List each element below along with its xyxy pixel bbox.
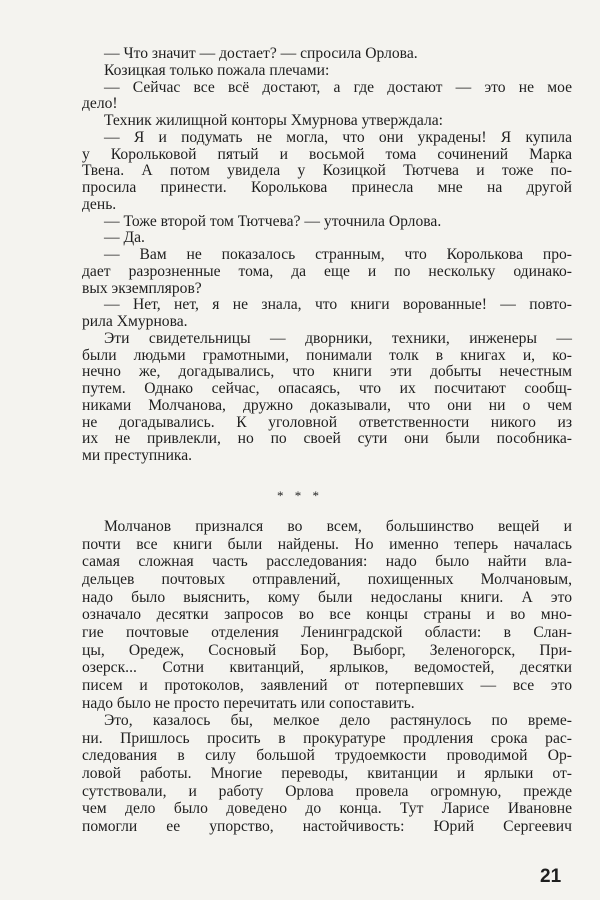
page-number: 21 <box>540 866 562 887</box>
text-line: Козицкая только пожала плечами: <box>104 61 330 79</box>
text-line: дело! <box>82 95 118 113</box>
text-line: писем и протоколов, заявлений от потерпевших — все это <box>82 676 572 694</box>
text-line: рила Хмурнова. <box>82 313 188 330</box>
text-line: надо было не просто перечитать или сопоставить. <box>82 694 415 712</box>
text-line: Это, казалось бы, мелкое дело растянулось по време- <box>104 712 572 730</box>
text-line: день. <box>82 195 117 213</box>
text-line: ни. Пришлось просить в прокуратуре продления срока рас- <box>82 729 572 747</box>
text-line: их не привлекли, но по своей сути они были пособника- <box>82 430 572 448</box>
text-line: никами Молчанова, дружно доказывали, что они ни о чем <box>82 396 572 414</box>
text-line: ловой работы. Многие переводы, квитанции и ярлыки от- <box>82 765 572 783</box>
text-line: путем. Однако сейчас, опасаясь, что их посчитают сообщ- <box>82 380 572 397</box>
text-line: — Сейчас все всё достают, а где достают — это не мое <box>104 78 572 96</box>
text-line: следования в силу большой трудоемкости проводимой Ор- <box>82 747 572 765</box>
text-line: были людьми грамотными, понимали толк в книгах и, ко- <box>82 346 572 364</box>
text-line: помогли ее упорство, настойчивость: Юрий Сергеевич <box>82 818 572 836</box>
text-line: нечно же, догадывались, что книги эти добыты нечестным <box>82 363 572 381</box>
text-line: — Вам не показалось странным, что Королькова про- <box>104 246 572 263</box>
text-line: Эти свидетельницы — дворники, техники, инженеры — <box>104 329 572 347</box>
text-line: Молчанов признался во всем, большинство вещей и <box>104 518 572 535</box>
text-line: у Корольковой пятый и восьмой тома сочинений Марка <box>82 145 572 163</box>
text-line: ми преступника. <box>82 447 193 464</box>
text-line: — Да. <box>104 229 145 247</box>
text-line: вых экземпляров? <box>82 279 202 297</box>
text-line: цы, Оредеж, Сосновый Бор, Выборг, Зеленогорск, При- <box>82 641 572 659</box>
text-line: — Я и подумать не могла, что они украдены! Я купила <box>104 128 572 146</box>
text-line: означало десятки запросов во все концы страны и во мно- <box>82 606 572 624</box>
text-line: надо было выяснить, кому были недосланы книги. А это <box>82 588 572 606</box>
text-line: сутствовали, и работу Орлова провела огромную, прежде <box>82 782 572 800</box>
text-line: не догадывались. К уголовной ответственности никого из <box>82 413 572 431</box>
text-line: — Что значит — достает? — спросила Орлова. <box>104 45 418 62</box>
text-line: Техник жилищной конторы Хмурнова утверждала: <box>104 112 443 129</box>
text-line: Твена. А потом увидела у Козицкой Тютчева и тоже по- <box>82 162 572 180</box>
text-line: дельцев почтовых отправлений, похищенных Молчановым, <box>82 570 572 588</box>
text-line: — Тоже второй том Тютчева? — уточнила Орлова. <box>104 212 442 230</box>
text-line: самая сложная часть расследования: надо было найти вла- <box>82 553 572 571</box>
text-line: озерск... Сотни квитанций, ярлыков, ведомостей, десятки <box>82 659 572 677</box>
text-line: гие почтовые отделения Ленинградской области: в Слан- <box>82 623 572 641</box>
text-line: — Нет, нет, я не знала, что книги ворованные! — повто- <box>104 296 572 314</box>
text-line: дает разрозненные тома, да еще и по нескольку одинако- <box>82 262 572 280</box>
section-separator: * * * <box>277 488 323 503</box>
text-line: просила принести. Королькова принесла мне на другой <box>82 179 572 196</box>
text-line: почти все книги были найдены. Но именно теперь началась <box>82 535 572 553</box>
text-line: чем дело было доведено до конца. Тут Ларисе Ивановне <box>82 800 572 818</box>
